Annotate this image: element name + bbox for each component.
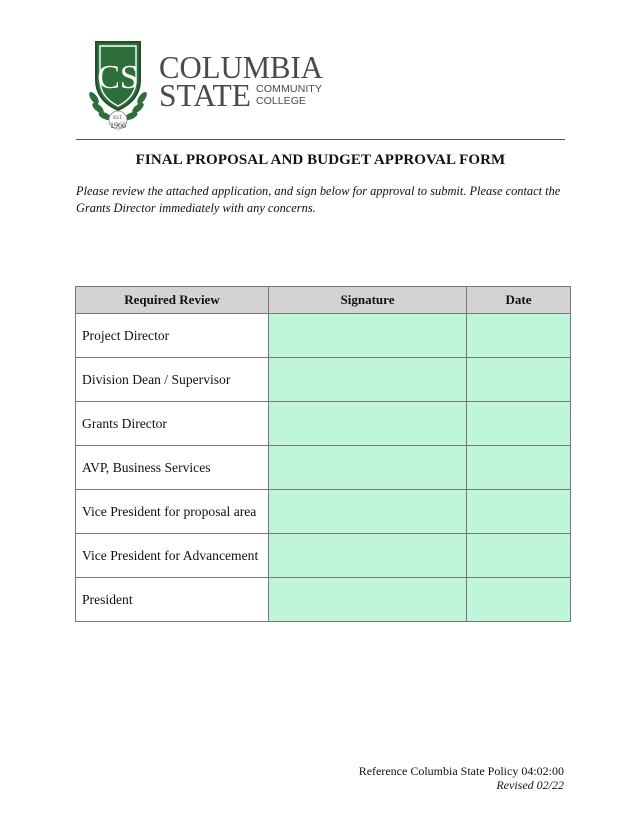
date-field[interactable] xyxy=(467,490,571,534)
header-date: Date xyxy=(467,287,571,314)
signature-field[interactable] xyxy=(269,578,467,622)
header-signature: Signature xyxy=(269,287,467,314)
signature-field[interactable] xyxy=(269,446,467,490)
date-field[interactable] xyxy=(467,578,571,622)
approval-table xyxy=(75,286,571,622)
table-row xyxy=(76,446,571,490)
form-title: FINAL PROPOSAL AND BUDGET APPROVAL FORM xyxy=(135,152,506,168)
review-label: Grants Director xyxy=(76,402,269,446)
logo-community: COMMUNITY xyxy=(256,84,323,95)
signature-field[interactable] xyxy=(269,314,467,358)
table-row xyxy=(76,314,571,358)
table-row xyxy=(76,490,571,534)
review-label: AVP, Business Services xyxy=(76,446,269,490)
intro-text: Please review the attached application, and sign below for approval to submit. Please contact the Grants Director immediately with any concerns. xyxy=(76,184,561,215)
logo-columbia: COLUMBIA xyxy=(159,49,323,85)
est-label: EST. xyxy=(113,116,123,121)
policy-reference: Reference Columbia State Policy 04:02:00 xyxy=(358,764,564,778)
date-field[interactable] xyxy=(467,358,571,402)
table-header-row xyxy=(76,287,571,314)
review-label: Project Director xyxy=(76,314,269,358)
review-label: President xyxy=(76,578,269,622)
review-label: Vice President for Advancement xyxy=(76,534,269,578)
header-required-review: Required Review xyxy=(76,287,269,314)
date-field[interactable] xyxy=(467,534,571,578)
table-row xyxy=(76,534,571,578)
date-field[interactable] xyxy=(467,314,571,358)
logo-college: COLLEGE xyxy=(256,96,307,107)
logo-state: STATE xyxy=(159,77,251,113)
revised-date: Revised 02/22 xyxy=(496,778,564,792)
signature-field[interactable] xyxy=(269,490,467,534)
date-field[interactable] xyxy=(467,402,571,446)
table-row xyxy=(76,402,571,446)
header-divider xyxy=(76,139,565,140)
date-field[interactable] xyxy=(467,446,571,490)
est-year: 1966 xyxy=(110,121,126,130)
review-label: Division Dean / Supervisor xyxy=(76,358,269,402)
signature-field[interactable] xyxy=(269,358,467,402)
table-row xyxy=(76,578,571,622)
table-row xyxy=(76,358,571,402)
review-label: Vice President for proposal area xyxy=(76,490,269,534)
monogram: CS xyxy=(97,59,139,96)
signature-field[interactable] xyxy=(269,402,467,446)
columbia-state-logo xyxy=(86,36,336,132)
signature-field[interactable] xyxy=(269,534,467,578)
